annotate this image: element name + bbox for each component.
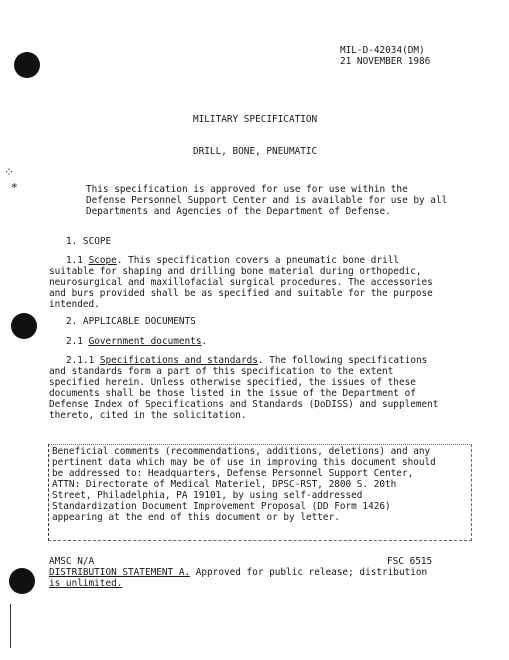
section-2-1-1-line: Defense Index of Specifications and Standards (DoDISS) and supplement bbox=[49, 399, 439, 410]
section-2-heading: 2. APPLICABLE DOCUMENTS bbox=[66, 316, 196, 327]
sub-number: 2.1 bbox=[66, 336, 89, 347]
section-1-1-line: neurosurgical and maxillofacial surgical procedures. The accessories bbox=[49, 277, 433, 288]
para-number: 2.1.1 bbox=[66, 355, 100, 366]
section-2-1-1-line: and standards form a part of this specification to the extent bbox=[49, 366, 394, 377]
fsc-code: FSC 6515 bbox=[387, 556, 433, 567]
page-title: MILITARY SPECIFICATION bbox=[193, 114, 318, 125]
section-1-1-line: intended. bbox=[49, 299, 100, 310]
page-subtitle: DRILL, BONE, PNEUMATIC bbox=[193, 146, 318, 157]
para-title: Scope bbox=[88, 255, 117, 266]
sub-title: Government documents bbox=[88, 336, 202, 347]
section-1-heading: 1. SCOPE bbox=[66, 236, 112, 247]
comments-line: Beneficial comments (recommendations, additions, deletions) and any bbox=[52, 446, 431, 457]
approval-line: Departments and Agencies of the Department of Defense. bbox=[86, 206, 391, 217]
comments-line: pertinent data which may be of use in improving this document should bbox=[52, 457, 436, 468]
section-1-1-line: suitable for shaping and drilling bone material during orthopedic, bbox=[49, 266, 422, 277]
approval-line: This specification is approved for use for use within the bbox=[86, 184, 408, 195]
section-2-1-heading bbox=[66, 336, 207, 348]
scan-specks: ⁘ ⁎ bbox=[4, 165, 18, 191]
doc-number: MIL-D-42034(DM) bbox=[340, 45, 425, 56]
sub-end: . bbox=[201, 336, 208, 347]
section-2-1-1-line: documents shall be those listed in the issue of the Department of bbox=[49, 388, 416, 399]
comments-line: Street, Philadelphia, PA 19101, by using self-addressed bbox=[52, 490, 363, 501]
section-1-1-line: and burs provided shall be as specified and suitable for the purpose bbox=[49, 288, 433, 299]
punch-hole-top bbox=[14, 52, 40, 78]
amsc-code: AMSC N/A bbox=[49, 556, 95, 567]
para-text: . The following specifications bbox=[257, 355, 428, 366]
comments-line: appearing at the end of this document or by letter. bbox=[52, 512, 340, 523]
distribution-title: DISTRIBUTION STATEMENT A. bbox=[49, 567, 191, 578]
punch-hole-bottom bbox=[9, 568, 35, 594]
distribution-text: Approved for public release; distribution bbox=[190, 567, 428, 578]
doc-date: 21 NOVEMBER 1986 bbox=[340, 56, 431, 67]
section-2-1-1-line: thereto, cited in the solicitation. bbox=[49, 410, 247, 421]
para-title: Specifications and standards bbox=[99, 355, 258, 366]
comments-line: Standardization Document Improvement Proposal (DD Form 1426) bbox=[52, 501, 391, 512]
section-2-1-1-line: specified herein. Unless otherwise specified, the issues of these bbox=[49, 377, 416, 388]
para-number: 1.1 bbox=[66, 255, 89, 266]
comments-line: ATTN: Directorate of Medical Materiel, DPSC-RST, 2800 S. 20th bbox=[52, 479, 397, 490]
scan-edge-line bbox=[10, 604, 11, 648]
punch-hole-middle bbox=[11, 313, 37, 339]
comments-line: be addressed to: Headquarters, Defense Personnel Support Center, bbox=[52, 468, 414, 479]
distribution-line-2: is unlimited. bbox=[49, 578, 123, 589]
approval-line: Defense Personnel Support Center and is available for use by all bbox=[86, 195, 448, 206]
para-text: . This specification covers a pneumatic bone drill bbox=[116, 255, 400, 266]
